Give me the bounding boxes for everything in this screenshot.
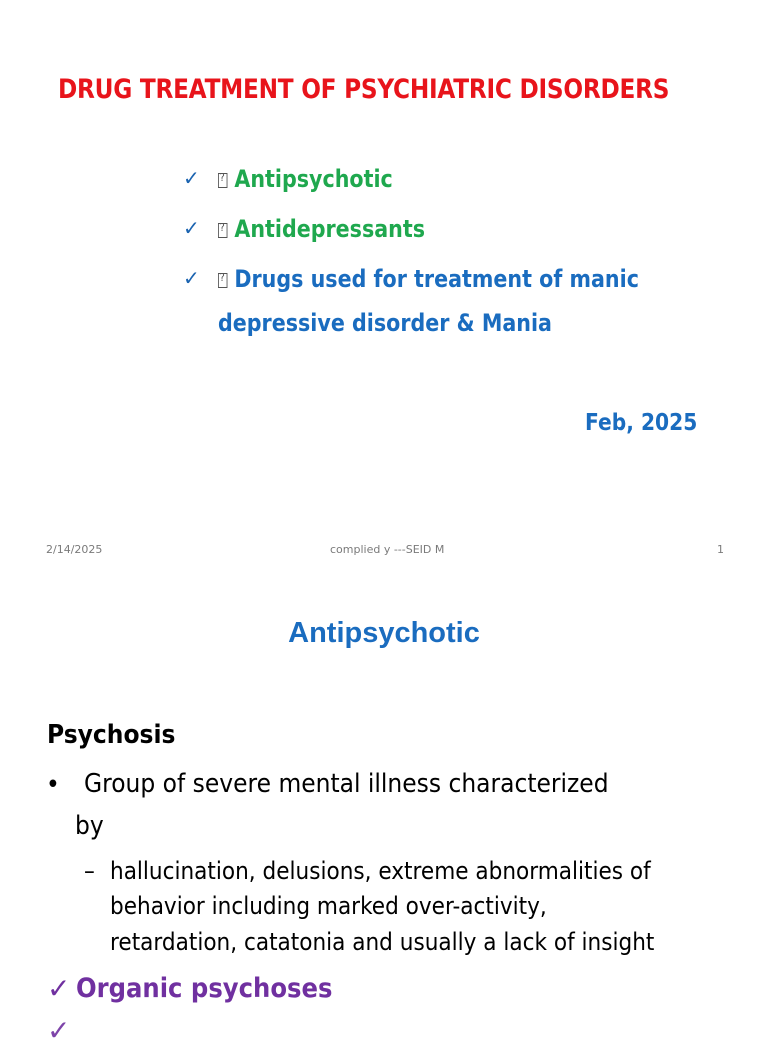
checked-item-organic-psychoses: Organic psychoses <box>76 973 333 1004</box>
check-icon: ✓ <box>47 972 71 1005</box>
footer-date: 2/14/2025 <box>46 543 103 556</box>
sub-bullet-text-continued: behavior including marked over-activity, <box>110 892 547 920</box>
section-heading: Psychosis <box>47 720 176 750</box>
sub-bullet-text: hallucination, delusions, extreme abnormalities of <box>110 857 651 885</box>
bullet-text-continued: by <box>75 811 104 841</box>
dash-icon: – <box>84 857 95 885</box>
check-icon: ✓ <box>183 216 200 240</box>
list-item-manic-drugs-continued: depressive disorder & Mania <box>218 309 552 337</box>
check-icon: ✓ <box>183 166 200 190</box>
slide-title: Antipsychotic <box>288 617 480 649</box>
footer-page-number: 1 <box>717 543 724 556</box>
slide-2 <box>0 574 768 1047</box>
presentation-date: Feb, 2025 <box>585 410 698 436</box>
check-icon: ✓ <box>183 266 200 290</box>
missing-glyph-icon <box>218 273 227 288</box>
slide-title: DRUG TREATMENT OF PSYCHIATRIC DISORDERS <box>58 74 670 105</box>
missing-glyph-icon <box>218 223 227 238</box>
missing-glyph-icon <box>218 173 227 188</box>
list-item-label: Antipsychotic <box>234 165 393 193</box>
bullet-text: Group of severe mental illness characterized <box>84 769 609 799</box>
list-item-antidepressants <box>218 215 425 243</box>
sub-bullet-text-continued: retardation, catatonia and usually a lack of insight <box>110 928 655 956</box>
list-item-manic-drugs <box>218 265 639 293</box>
footer-author: complied y ---SEID M <box>330 543 445 556</box>
list-item-label: Drugs used for treatment of manic <box>234 265 639 293</box>
list-item-label: Antidepressants <box>234 215 426 243</box>
bullet-icon: • <box>46 770 60 800</box>
check-icon-partial: ✓ <box>47 1014 71 1047</box>
list-item-antipsychotic <box>218 165 393 193</box>
